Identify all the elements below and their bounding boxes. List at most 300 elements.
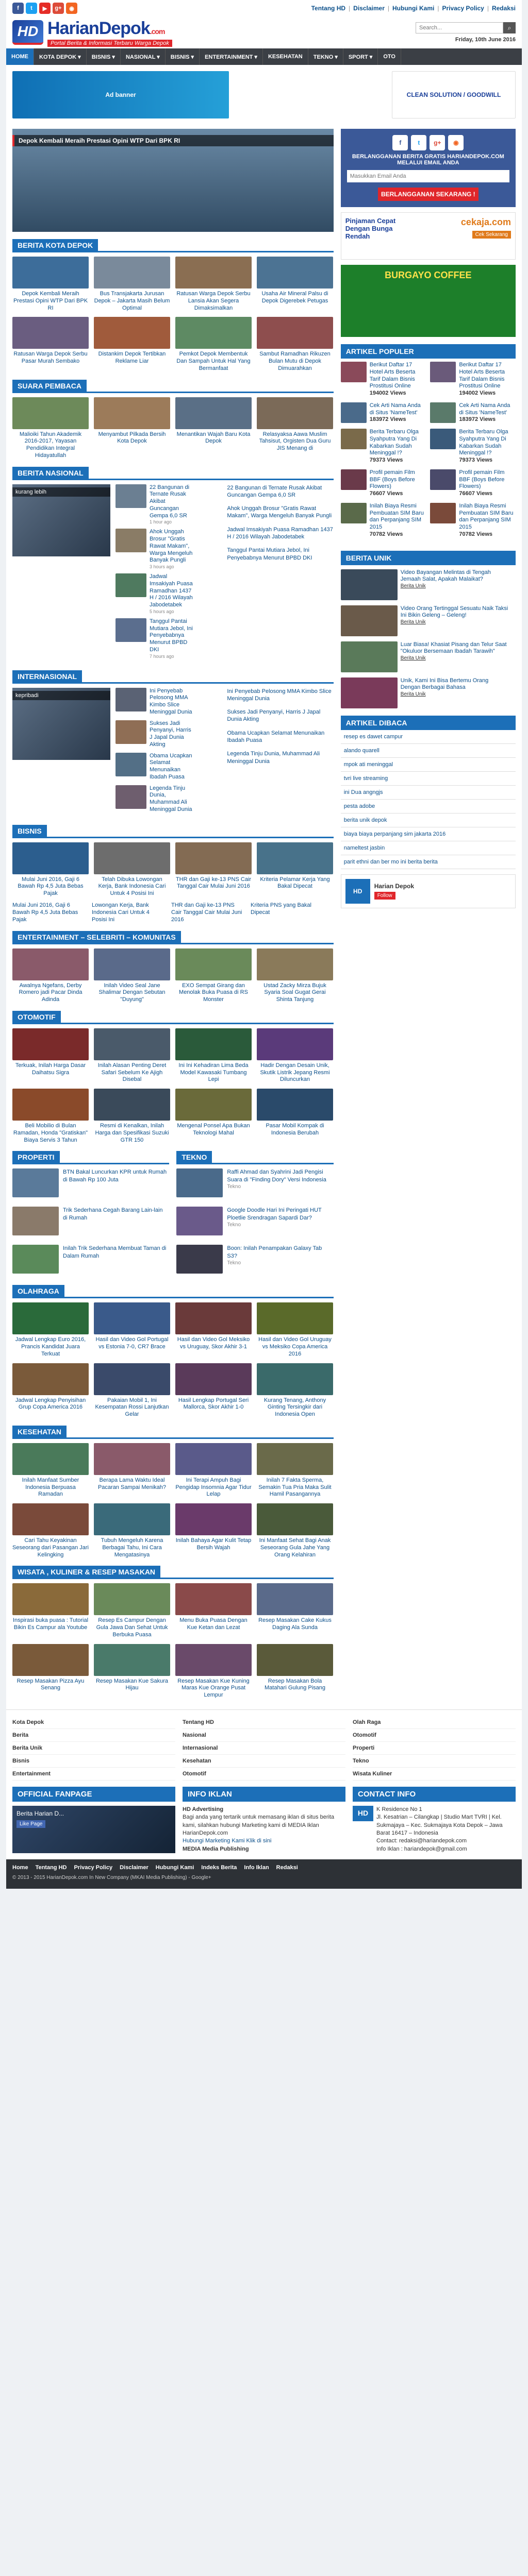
news-title[interactable]: Resep Masakan Pizza Ayu Senang [16, 1677, 85, 1691]
news-thumb[interactable] [12, 1245, 59, 1274]
news-title[interactable]: Usaha Air Mineral Palsu di Depok Digerebek Petugas [261, 291, 328, 304]
news-title[interactable]: Telah Dibuka Lowongan Kerja, Bank Indonesia Cari Untuk 4 Posisi Ini [98, 876, 166, 896]
iklan-link[interactable]: Hubungi Marketing Kami Klik di sini [183, 1838, 272, 1844]
news-thumb[interactable] [175, 1443, 252, 1475]
populer-title[interactable]: Profil pemain Film BBF (Boys Before Flowers) 76607 Views [459, 469, 516, 498]
news-list-item[interactable] [116, 529, 222, 569]
news-list-item[interactable] [116, 688, 222, 716]
populer-thumb[interactable] [341, 429, 367, 449]
news-card[interactable] [12, 1028, 89, 1083]
news-card[interactable] [175, 1583, 252, 1638]
populer-title[interactable]: Cek Arti Nama Anda di Situs 'NameTest' 183972 Views [459, 402, 516, 423]
news-card[interactable] [175, 1089, 252, 1144]
footer-link[interactable]: Properti [353, 1742, 516, 1755]
news-title[interactable]: Resep Masakan Cake Kukus Daging Ala Sunda [258, 1617, 332, 1631]
news-title[interactable]: Beli Mobilio di Bulan Ramadan, Honda "Gratiskan" Biaya Servis 3 Tahun [13, 1123, 88, 1143]
nav-item[interactable]: NASIONAL ▾ [121, 48, 166, 65]
unik-title[interactable]: Luar Biasa! Khasiat Pisang dan Telur Saat "Okuluor Bersemaan Ibadah Tarawih" [400, 641, 507, 655]
news-title[interactable]: Resep Masakan Bola Matahari Gulung Pisang [264, 1677, 325, 1691]
news-card[interactable] [94, 1028, 170, 1083]
news-title[interactable]: Kurang Tenang, Anthony Ginting Tersingkir dari Indonesia Open [263, 1397, 326, 1418]
news-title[interactable]: Pemkot Depok Membentuk Dan Sampah Untuk Hal Yang Bermanfaat [176, 351, 251, 371]
facebook-icon[interactable]: f [392, 135, 408, 150]
dibaca-item[interactable]: biaya biaya perpanjang sim jakarta 2016 [341, 827, 516, 841]
news-title[interactable]: Sambut Ramadhan Rikuzen Bulan Mutu di Depok Dimuarahkan [259, 351, 331, 371]
like-page-button[interactable]: Like Page [16, 1820, 45, 1828]
news-thumb[interactable] [175, 317, 252, 349]
news-thumb[interactable] [257, 1302, 333, 1334]
news-card[interactable] [257, 1503, 333, 1558]
news-list-item[interactable] [116, 753, 222, 781]
news-thumb[interactable] [94, 1443, 170, 1475]
footer-link[interactable]: Entertainment [12, 1768, 175, 1781]
news-thumb[interactable] [175, 1302, 252, 1334]
populer-thumb[interactable] [430, 402, 456, 423]
news-title[interactable]: Ini Penyebab Pelosong MMA Kimbo Slice Meninggal Dunia [150, 687, 192, 715]
nav-item[interactable]: OTO [378, 48, 401, 65]
populer-thumb[interactable] [430, 469, 456, 490]
news-card[interactable] [12, 1363, 89, 1418]
populer-title[interactable]: Berita Terbaru Olga Syahputra Yang Di Kabarkan Sudah Meninggal !? 79373 Views [459, 429, 516, 464]
news-title[interactable]: Mengenal Ponsel Apa Bukan Teknologi Mahal [177, 1123, 250, 1136]
populer-thumb[interactable] [341, 362, 367, 382]
news-title[interactable]: Tanggul Pantai Mutiara Jebol, Ini Penyebabnya Menurut BPBD DKI [150, 618, 193, 653]
news-card[interactable] [94, 948, 170, 1004]
news-card[interactable] [257, 1363, 333, 1418]
populer-item[interactable] [341, 402, 426, 423]
news-link[interactable]: Tanggul Pantai Mutiara Jebol, Ini Penyebabnya Menurut BPBD DKI [227, 547, 312, 561]
news-thumb[interactable] [116, 785, 146, 809]
news-title[interactable]: Berapa Lama Waktu Ideal Pacaran Sampai Menikah? [97, 1477, 167, 1490]
news-title[interactable]: Ratusan Warga Depok Serbu Lansia Akan Segera Dimaksimalkan [176, 291, 251, 311]
unik-item[interactable] [341, 569, 516, 600]
cekaja-ad[interactable]: Pinjaman Cepat Dengan Bunga Rendah cekaja.com Cek Sekarang [341, 212, 516, 260]
news-card[interactable] [94, 1363, 170, 1418]
news-title[interactable]: Awalnya Ngefans, Derby Romero jadi Pacar Dinda Adinda [19, 982, 82, 1003]
news-card[interactable] [257, 397, 333, 460]
news-list-item[interactable] [116, 573, 222, 614]
footer-link[interactable]: Berita Unik [12, 1742, 175, 1755]
unik-item[interactable] [341, 677, 516, 708]
news-card[interactable] [257, 1302, 333, 1358]
news-thumb[interactable] [175, 1363, 252, 1395]
news-card[interactable] [94, 1443, 170, 1498]
dibaca-item[interactable]: ini Dua angngjs [341, 786, 516, 800]
bottom-link[interactable]: Indeks Berita [201, 1865, 237, 1871]
nav-item[interactable]: ENTERTAINMENT ▾ [200, 48, 263, 65]
unik-thumb[interactable] [341, 569, 398, 600]
bottom-link[interactable]: Hubungi Kami [155, 1865, 194, 1871]
news-card[interactable] [94, 257, 170, 312]
unik-title[interactable]: Unik, Kami Ini Bisa Bertemu Orang Dengan Berbagai Bahasa [400, 677, 489, 691]
news-title[interactable]: Ahok Unggah Brosur "Gratis Rawat Makam", Warga Mengeluh Banyak Pungli [150, 529, 193, 564]
news-link[interactable]: Kriteria PNS yang Bakal Dipecat [251, 902, 311, 916]
news-title[interactable]: Google Doodle Hari Ini Peringati HUT Ploetlie Srendragan Sapardi Dar? Tekno [227, 1207, 331, 1235]
unik-item[interactable] [341, 641, 516, 672]
news-thumb[interactable] [12, 1583, 89, 1615]
gplus-follow-button[interactable]: Follow [374, 892, 395, 900]
top-link[interactable]: Redaksi [491, 5, 516, 12]
news-list-item[interactable] [176, 1168, 331, 1197]
news-thumb[interactable] [12, 1207, 59, 1235]
news-title[interactable]: Menyambut Pilkada Bersih Kota Depok [98, 431, 166, 445]
news-thumb[interactable] [94, 397, 170, 429]
news-thumb[interactable] [175, 1089, 252, 1121]
bottom-link[interactable]: Home [12, 1865, 28, 1871]
news-title[interactable]: Hasil Lengkap Portugal Seri Mallorca, Skor Akhir 1-0 [178, 1397, 249, 1411]
dibaca-item[interactable]: berita unik depok [341, 814, 516, 827]
news-card[interactable] [94, 1302, 170, 1358]
news-title[interactable]: Kriteria Pelamar Kerja Yang Bakal Dipecat [260, 876, 330, 890]
news-title[interactable]: Jadwal Lengkap Euro 2016, Prancis Kandidat Juara Terkuat [15, 1336, 86, 1357]
news-link[interactable]: Ahok Unggah Brosur "Gratis Rawat Makam", Warga Mengeluh Banyak Pungli [227, 505, 332, 519]
news-thumb[interactable] [116, 529, 146, 552]
news-thumb[interactable] [116, 573, 146, 597]
ad-banner-left[interactable]: Ad banner [12, 71, 229, 118]
populer-thumb[interactable] [430, 503, 456, 523]
news-thumb[interactable] [116, 753, 146, 776]
populer-thumb[interactable] [341, 469, 367, 490]
populer-thumb[interactable] [430, 429, 456, 449]
unik-item[interactable] [341, 605, 516, 636]
news-title[interactable]: Menu Buka Puasa Dengan Kue Ketan dan Lezat [179, 1617, 248, 1631]
news-title[interactable]: Bus Transjakarta Jurusan Depok – Jakarta Masih Belum Optimal [94, 291, 170, 311]
news-card[interactable] [175, 1363, 252, 1418]
nav-item[interactable]: BISNIS ▾ [87, 48, 121, 65]
news-link[interactable]: Sukses Jadi Penyanyi, Harris J Japal Dunia Akting [227, 709, 321, 723]
news-thumb[interactable] [257, 1089, 333, 1121]
news-title[interactable]: Ini Terapi Ampuh Bagi Pengidap Insomnia Agar Tidur Lelap [175, 1477, 252, 1498]
footer-link[interactable]: Berita [12, 1729, 175, 1742]
search-icon[interactable]: ⌕ [503, 22, 516, 33]
news-thumb[interactable] [12, 1302, 89, 1334]
populer-title[interactable]: Inilah Biaya Resmi Pembuatan SIM Baru dan Perpanjang SIM 2015 70782 Views [459, 503, 516, 538]
news-title[interactable]: Resmi di Kenalkan, Inilah Harga dan Spesifikasi Suzuki GTR 150 [95, 1123, 169, 1143]
news-thumb[interactable] [257, 1443, 333, 1475]
footer-link[interactable]: Nasional [183, 1729, 345, 1742]
news-list-item[interactable] [116, 785, 222, 814]
news-card[interactable] [257, 1644, 333, 1699]
top-link[interactable]: Privacy Policy [442, 5, 484, 12]
news-thumb[interactable] [94, 1028, 170, 1060]
unik-tag[interactable]: Berita Unik [400, 655, 426, 661]
news-thumb[interactable] [94, 1089, 170, 1121]
nav-item[interactable]: BISNIS ▾ [166, 48, 200, 65]
news-thumb[interactable] [94, 1302, 170, 1334]
news-link[interactable]: Jadwal Imsakiyah Puasa Ramadhan 1437 H / 2016 Wilayah Jabodetabek [227, 526, 333, 540]
news-link[interactable]: THR dan Gaji ke-13 PNS Cair Tanggal Cair Mulai Juni 2016 [171, 902, 242, 923]
google-plus-icon[interactable]: g+ [430, 135, 445, 150]
dibaca-item[interactable]: resep es dawet campur [341, 730, 516, 744]
news-card[interactable] [175, 842, 252, 897]
footer-link[interactable]: Bisnis [12, 1755, 175, 1768]
news-tag[interactable]: Tekno [227, 1222, 241, 1228]
news-tag[interactable]: Tekno [227, 1183, 241, 1190]
top-link[interactable]: Disclaimer [353, 5, 385, 12]
news-list-item[interactable] [12, 1207, 167, 1235]
news-card[interactable] [12, 257, 89, 312]
news-card[interactable] [175, 1644, 252, 1699]
unik-tag[interactable]: Berita Unik [400, 691, 426, 697]
news-title[interactable]: Hasil dan Video Gol Portugal vs Estonia 7-0, CR7 Brace [95, 1336, 169, 1350]
news-card[interactable] [12, 1443, 89, 1498]
news-title[interactable]: Inspirasi buka puasa : Tutorial Bikin Es Campur ala Youtube [12, 1617, 89, 1631]
news-title[interactable]: Hasil dan Video Gol Uruguay vs Meksiko Copa America 2016 [258, 1336, 332, 1357]
news-thumb[interactable] [176, 1245, 223, 1274]
news-title[interactable]: Trik Sederhana Cegah Barang Lain-lain di Rumah [63, 1207, 163, 1221]
news-link[interactable]: 22 Bangunan di Ternate Rusak Akibat Guncangan Gempa 6,0 SR [227, 484, 322, 498]
news-title[interactable]: Inilah Bahaya Agar Kulit Tetap Bersih Wajah [175, 1537, 252, 1551]
populer-item[interactable] [341, 429, 426, 464]
footer-link[interactable]: Otomotif [353, 1729, 516, 1742]
news-title[interactable]: Tubuh Mengeluh Karena Berbagai Tahu, Ini Cara Mengatasinya [101, 1537, 163, 1558]
search-input[interactable] [416, 22, 503, 33]
news-title[interactable]: Jadwal Imsakiyah Puasa Ramadhan 1437 H / 2016 Wilayah Jabodetabek [150, 573, 193, 608]
news-card[interactable] [94, 1503, 170, 1558]
unik-thumb[interactable] [341, 605, 398, 636]
news-card[interactable] [175, 397, 252, 460]
news-list-item[interactable] [116, 484, 222, 525]
unik-thumb[interactable] [341, 677, 398, 708]
news-card[interactable] [175, 1302, 252, 1358]
news-card[interactable] [175, 1503, 252, 1558]
news-title[interactable]: Inilah Video Seal Jane Shalimar Dengan Sebutan "Duyung" [98, 982, 166, 1003]
news-title[interactable]: Cari Tahu Keyakinan Seseorang dari Pasangan Jari Kelingking [12, 1537, 89, 1558]
bottom-link[interactable]: Tentang HD [35, 1865, 67, 1871]
news-title[interactable]: Inilah Trik Sederhana Membuat Taman di Dalam Rumah [63, 1245, 167, 1259]
news-link[interactable]: Ini Penyebab Pelosong MMA Kimbo Slice Meninggal Dunia [227, 688, 332, 702]
news-thumb[interactable] [257, 948, 333, 980]
news-card[interactable] [257, 257, 333, 312]
youtube-icon[interactable]: ▶ [39, 3, 51, 14]
news-thumb[interactable] [116, 720, 146, 744]
footer-link[interactable]: Tekno [353, 1755, 516, 1768]
news-card[interactable] [257, 1583, 333, 1638]
populer-thumb[interactable] [341, 402, 367, 423]
news-thumb[interactable] [12, 397, 89, 429]
nav-item[interactable]: HOME [6, 48, 34, 65]
populer-item[interactable] [430, 402, 516, 423]
populer-title[interactable]: Inilah Biaya Resmi Pembuatan SIM Baru dan Perpanjang SIM 2015 70782 Views [370, 503, 426, 538]
populer-thumb[interactable] [341, 503, 367, 523]
nav-item[interactable]: KOTA DEPOK ▾ [34, 48, 87, 65]
populer-item[interactable] [341, 362, 426, 397]
news-list-item[interactable] [12, 1245, 167, 1274]
news-thumb[interactable] [94, 1644, 170, 1676]
news-link[interactable]: Legenda Tinju Dunia, Muhammad Ali Meninggal Dunia [227, 751, 320, 765]
news-card[interactable] [257, 1028, 333, 1083]
news-thumb[interactable] [116, 618, 146, 642]
news-title[interactable]: Inilah 7 Fakta Sperma, Semakin Tua Pria Maka Sulit Hamil Pasangannya [258, 1477, 332, 1498]
populer-title[interactable]: Cek Arti Nama Anda di Situs 'NameTest' 183972 Views [370, 402, 426, 423]
news-thumb[interactable] [12, 1028, 89, 1060]
headline-slider[interactable] [12, 129, 334, 232]
news-thumb[interactable] [175, 842, 252, 874]
news-card[interactable] [257, 1089, 333, 1144]
populer-item[interactable] [341, 469, 426, 498]
news-title[interactable]: Pakaian Mobil 1, Ini Kesempatan Rossi Lanjutkan Gelar [95, 1397, 169, 1418]
news-card[interactable] [94, 1644, 170, 1699]
news-thumb[interactable] [94, 948, 170, 980]
news-thumb[interactable] [257, 842, 333, 874]
populer-item[interactable] [430, 429, 516, 464]
news-title[interactable]: Ini Ini Kehadiran Lima Beda Model Kawasaki Tumbang Lepi [178, 1062, 249, 1083]
news-title[interactable]: Malioiki Tahun Akademik 2016-2017, Yayasan Pendidikan Integral Hidayatullah [19, 431, 82, 459]
top-link[interactable]: Tentang HD [311, 5, 346, 12]
dibaca-item[interactable]: parit ethni dan ber mo ini berita berita [341, 855, 516, 869]
news-card[interactable] [94, 397, 170, 460]
news-title[interactable]: Resep Masakan Kue Kuning Maras Kue Orange Pusat Lempur [177, 1677, 250, 1699]
news-card[interactable] [257, 842, 333, 897]
slider-caption[interactable]: Depok Kembali Meraih Prestasi Opini WTP Dari BPK RI [12, 135, 334, 146]
news-title[interactable]: Inilah Alasan Penting Deret Safari Sebelum Ke Ajigh Disebal [97, 1062, 167, 1083]
news-title[interactable]: Legenda Tinju Dunia, Muhammad Ali Meninggal Dunia [150, 785, 192, 812]
bottom-link[interactable]: Redaksi [276, 1865, 298, 1871]
news-title[interactable]: Ustad Zacky Mirza Bujuk Syaria Soal Gugat Gerai Shinta Tanjung [263, 982, 326, 1003]
news-thumb[interactable] [175, 1503, 252, 1535]
subscribe-button[interactable]: BERLANGGANAN SEKARANG ! [378, 188, 478, 201]
news-title[interactable]: BTN Bakal Luncurkan KPR untuk Rumah di Bawah Rp 100 Juta [63, 1169, 167, 1183]
news-title[interactable]: THR dan Gaji ke-13 PNS Cair Tanggal Cair Mulai Juni 2016 [175, 876, 252, 890]
news-thumb[interactable] [257, 257, 333, 289]
unik-tag[interactable]: Berita Unik [400, 619, 426, 625]
news-link[interactable]: Lowongan Kerja, Bank Indonesia Cari Untuk 4 Posisi Ini [92, 902, 150, 923]
news-title[interactable]: Depok Kembali Meraih Prestasi Opini WTP Dari BPK RI [13, 291, 88, 311]
news-thumb[interactable] [257, 1583, 333, 1615]
unik-title[interactable]: Video Orang Tertinggal Sesuatu Naik Taksi Ini Bikin Geleng – Geleng! [400, 605, 508, 619]
bottom-link[interactable]: Info Iklan [244, 1865, 269, 1871]
ad-banner-right[interactable]: CLEAN SOLUTION / GOODWILL [392, 71, 516, 118]
burgayo-ad[interactable]: BURGAYO COFFEE [341, 265, 516, 337]
news-list-item[interactable] [116, 720, 222, 749]
news-thumb[interactable] [94, 842, 170, 874]
news-card[interactable] [12, 1089, 89, 1144]
news-card[interactable] [12, 842, 89, 897]
footer-link[interactable]: Kesehatan [183, 1755, 345, 1768]
rss-icon[interactable]: ◉ [448, 135, 464, 150]
dibaca-item[interactable]: pesta adobe [341, 800, 516, 814]
footer-link[interactable]: Tentang HD [183, 1716, 345, 1729]
news-title[interactable]: Boon: Inilah Penampakan Galaxy Tab S3? Tekno [227, 1245, 331, 1274]
news-tag[interactable]: Tekno [227, 1260, 241, 1266]
populer-thumb[interactable] [430, 362, 456, 382]
twitter-icon[interactable]: t [26, 3, 37, 14]
news-link[interactable]: Obama Ucapkan Selamat Menunaikan Ibadah Puasa [227, 730, 325, 743]
twitter-icon[interactable]: t [411, 135, 426, 150]
nav-item[interactable]: KESEHATAN [263, 48, 308, 65]
news-thumb[interactable] [12, 1363, 89, 1395]
news-thumb[interactable] [257, 397, 333, 429]
news-card[interactable] [12, 397, 89, 460]
news-thumb[interactable] [116, 688, 146, 711]
news-thumb[interactable] [12, 1443, 89, 1475]
news-thumb[interactable] [175, 257, 252, 289]
news-thumb[interactable] [12, 1644, 89, 1676]
news-title[interactable]: Pasar Mobil Kompak di Indonesia Berubah [266, 1123, 324, 1136]
news-card[interactable] [175, 257, 252, 312]
populer-item[interactable] [430, 503, 516, 538]
news-thumb[interactable] [94, 1583, 170, 1615]
nav-item[interactable]: SPORT ▾ [343, 48, 378, 65]
news-title[interactable]: Mulai Juni 2016, Gaji 6 Bawah Rp 4,5 Juta Bebas Pajak [18, 876, 84, 896]
news-thumb[interactable] [12, 1089, 89, 1121]
news-thumb[interactable] [257, 317, 333, 349]
news-thumb[interactable] [12, 1503, 89, 1535]
bottom-link[interactable]: Privacy Policy [74, 1865, 113, 1871]
news-thumb[interactable] [12, 1168, 59, 1197]
news-card[interactable] [257, 1443, 333, 1498]
news-card[interactable] [12, 1583, 89, 1638]
footer-link[interactable]: Otomotif [183, 1768, 345, 1781]
news-title[interactable]: 22 Bangunan di Ternate Rusak Akibat Guncangan Gempa 6,0 SR [150, 484, 190, 519]
news-card[interactable] [257, 948, 333, 1004]
populer-title[interactable]: Berikut Daftar 17 Hotel Arts Beserta Tarif Dalam Bisnis Prostitusi Online 194002 Views [370, 362, 426, 397]
dibaca-item[interactable]: tvri live streaming [341, 772, 516, 786]
news-title[interactable]: Ini Manfaat Sehat Bagi Anak Seseorang Gula Jahe Yang Orang Kelahiran [259, 1537, 331, 1558]
news-card[interactable] [12, 1644, 89, 1699]
news-thumb[interactable] [175, 1644, 252, 1676]
news-thumb[interactable] [94, 1363, 170, 1395]
news-card[interactable] [175, 1443, 252, 1498]
news-title[interactable]: Raffi Ahmad dan Syahrini Jadi Pengisi Suara di "Finding Dory" Versi Indonesia Tekno [227, 1168, 331, 1197]
news-card[interactable] [12, 1302, 89, 1358]
news-title[interactable]: Ratusan Warga Depok Serbu Pasar Murah Sembako [13, 351, 88, 364]
populer-item[interactable] [341, 503, 426, 538]
news-thumb[interactable] [12, 948, 89, 980]
news-thumb[interactable] [12, 317, 89, 349]
news-thumb[interactable] [257, 1644, 333, 1676]
news-thumb[interactable] [175, 1028, 252, 1060]
news-thumb[interactable] [175, 1583, 252, 1615]
footer-link[interactable]: Kota Depok [12, 1716, 175, 1729]
populer-title[interactable]: Berikut Daftar 17 Hotel Arts Beserta Tarif Dalam Bisnis Prostitusi Online 194002 Views [459, 362, 516, 397]
email-field[interactable] [347, 170, 509, 182]
news-thumb[interactable] [257, 1363, 333, 1395]
news-card[interactable] [94, 1089, 170, 1144]
dibaca-item[interactable]: nameltest jasbin [341, 841, 516, 855]
news-card[interactable] [94, 842, 170, 897]
footer-link[interactable]: Olah Raga [353, 1716, 516, 1729]
nav-item[interactable]: TEKNO ▾ [308, 48, 343, 65]
news-title[interactable]: Inilah Manfaat Sumber Indonesia Berpuasa Ramadan [22, 1477, 79, 1498]
news-list-item[interactable] [176, 1245, 331, 1274]
news-list-item[interactable] [116, 618, 222, 659]
footer-link[interactable]: Internasional [183, 1742, 345, 1755]
internasional-lead-image[interactable]: kepribadi [12, 688, 110, 760]
news-title[interactable]: Relasyaksa Aawa Muslim Tahsisut, Orgisten Dua Guru JIS Menang di [259, 431, 331, 451]
news-card[interactable] [94, 1583, 170, 1638]
top-link[interactable]: Hubungi Kami [392, 5, 435, 12]
news-card[interactable] [175, 317, 252, 372]
unik-tag[interactable]: Berita Unik [400, 583, 426, 589]
news-thumb[interactable] [12, 842, 89, 874]
unik-thumb[interactable] [341, 641, 398, 672]
news-card[interactable] [175, 1028, 252, 1083]
news-title[interactable]: EXO Sempat Girang dan Menolak Buka Puasa di RS Monster [179, 982, 248, 1003]
news-thumb[interactable] [175, 948, 252, 980]
news-card[interactable] [175, 948, 252, 1004]
news-title[interactable]: Hadir Dengan Desain Unik, Skutik Listrik Jepang Resmi Diluncurkan [260, 1062, 330, 1083]
news-thumb[interactable] [94, 257, 170, 289]
news-thumb[interactable] [12, 257, 89, 289]
news-title[interactable]: Distankim Depok Tertibkan Reklame Liar [98, 351, 166, 364]
news-thumb[interactable] [176, 1207, 223, 1235]
populer-title[interactable]: Profil pemain Film BBF (Boys Before Flowers) 76607 Views [370, 469, 426, 498]
google-plus-icon[interactable]: g+ [53, 3, 64, 14]
nasional-lead-image[interactable]: kurang lebih [12, 484, 110, 556]
news-title[interactable]: Sukses Jadi Penyanyi, Harris J Japal Dunia Akting [150, 720, 191, 748]
dibaca-item[interactable]: mpok ati meninggal [341, 758, 516, 772]
